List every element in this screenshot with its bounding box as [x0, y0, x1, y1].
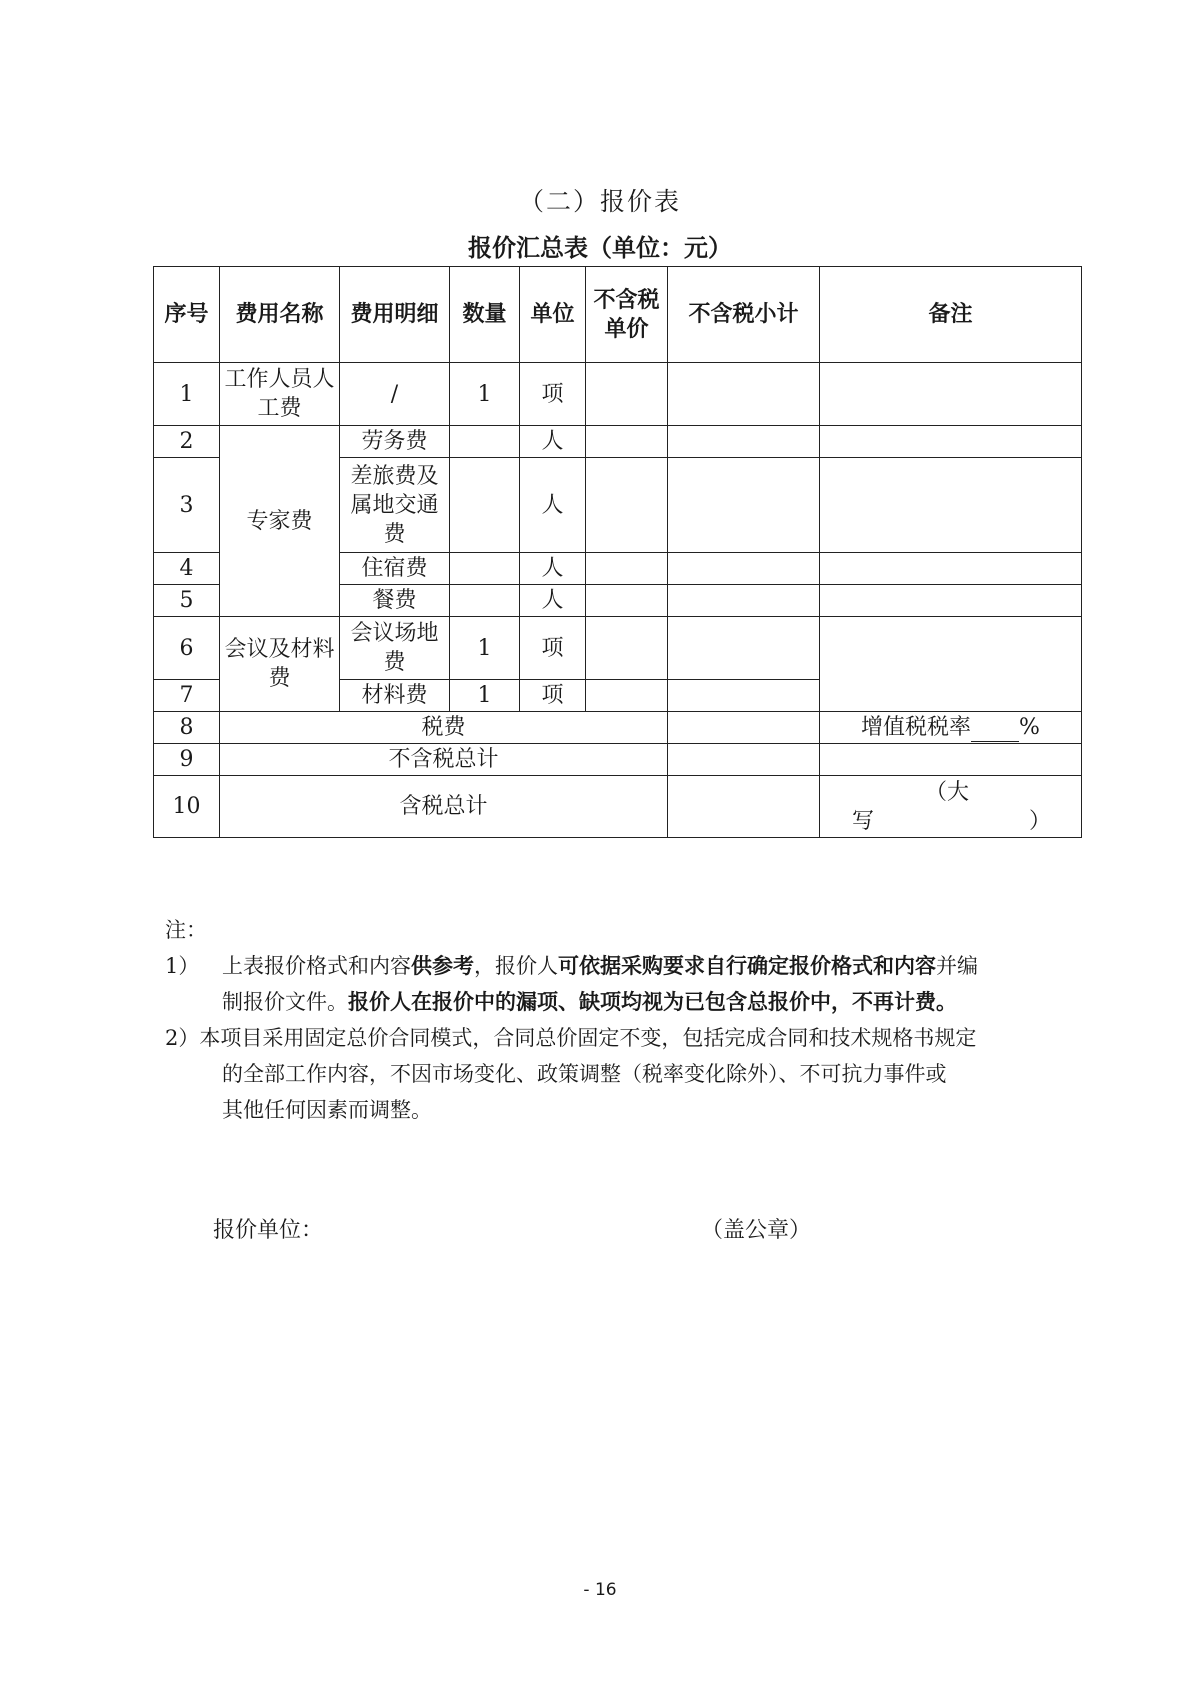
header-cell: 费用明细	[340, 267, 450, 363]
header-cell: 不含税单价	[586, 267, 668, 363]
quantity-cell[interactable]	[450, 458, 520, 553]
tax-rate-label: 增值税税率	[861, 715, 972, 740]
table-row	[154, 426, 1082, 458]
summary-row	[154, 744, 1082, 776]
fee-detail: 餐费	[340, 585, 450, 617]
summary-value-cell[interactable]	[668, 776, 820, 838]
remark-cell[interactable]	[820, 617, 1082, 712]
subtotal-cell[interactable]	[668, 553, 820, 585]
row-number: 8	[154, 712, 220, 744]
row-number: 2	[154, 426, 220, 458]
row-number: 6	[154, 617, 220, 680]
note-text: 上表报价格式和内容	[222, 954, 411, 978]
summary-label: 不含税总计	[220, 744, 668, 776]
table-row	[154, 363, 1082, 426]
row-number: 10	[154, 776, 220, 838]
unit-cell: 人	[520, 585, 586, 617]
row-number: 1	[154, 363, 220, 426]
note-2-line-2: 的全部工作内容，不因市场变化、政策调整（税率变化除外）、不可抗力事件或	[222, 1062, 947, 1086]
subtotal-cell[interactable]	[668, 363, 820, 426]
remark-cell[interactable]	[820, 553, 1082, 585]
amount-in-words-xie: 写	[852, 808, 875, 834]
table-row	[154, 617, 1082, 680]
fee-detail: 住宿费	[340, 553, 450, 585]
note-text-bold: 供参考	[411, 953, 474, 978]
unit-price-cell[interactable]	[586, 553, 668, 585]
remark-cell[interactable]	[820, 585, 1082, 617]
fee-detail: 差旅费及属地交通费	[340, 458, 450, 553]
subtotal-cell[interactable]	[668, 617, 820, 680]
note-text-bold: 报价人在报价中的漏项、缺项均视为已包含总报价中，不再计费。	[348, 989, 957, 1014]
note-text: ，报价人	[474, 954, 558, 978]
note-2-line-1: 2）本项目采用固定总价合同模式，合同总价固定不变，包括完成合同和技术规格书规定	[165, 1026, 977, 1050]
amount-in-words-cell[interactable]	[820, 776, 1082, 838]
subtotal-cell[interactable]	[668, 585, 820, 617]
note-text: 并编	[936, 954, 978, 978]
unit-cell: 项	[520, 680, 586, 712]
page-number: - 16	[583, 1580, 617, 1600]
table-title: 报价汇总表（单位：元）	[468, 233, 732, 262]
fee-detail: 劳务费	[340, 426, 450, 458]
unit-price-cell[interactable]	[586, 458, 668, 553]
header-cell: 费用名称	[220, 267, 340, 363]
note-2-line-3: 其他任何因素而调整。	[222, 1098, 432, 1122]
fee-name: 会议及材料费	[220, 617, 340, 712]
summary-row	[154, 776, 1082, 838]
amount-in-words-open: （大	[924, 779, 969, 805]
unit-cell: 项	[520, 617, 586, 680]
remark-cell[interactable]	[820, 363, 1082, 426]
header-cell: 备注	[820, 267, 1082, 363]
note-1-marker: 1）	[165, 954, 200, 978]
remark-cell[interactable]	[820, 426, 1082, 458]
remark-cell[interactable]	[820, 458, 1082, 553]
quantity-cell[interactable]	[450, 585, 520, 617]
note-text: 制报价文件。	[222, 990, 348, 1014]
note-text-bold: 可依据采购要求自行确定报价格式和内容	[558, 953, 936, 978]
tax-rate-cell	[820, 712, 1082, 744]
subtotal-cell[interactable]	[668, 426, 820, 458]
quantity-cell[interactable]	[450, 426, 520, 458]
summary-label: 税费	[220, 712, 668, 744]
notes-section	[165, 912, 1085, 1128]
header-cell: 单位	[520, 267, 586, 363]
unit-cell: 人	[520, 458, 586, 553]
amount-in-words-close: ）	[1028, 808, 1051, 834]
fee-name: 工作人员人工费	[220, 363, 340, 426]
summary-label: 含税总计	[220, 776, 668, 838]
seal-label: （盖公章）	[701, 1218, 812, 1243]
row-number: 5	[154, 585, 220, 617]
unit-price-cell[interactable]	[586, 617, 668, 680]
subtotal-cell[interactable]	[668, 458, 820, 553]
note-1-line-1	[165, 948, 1085, 984]
header-cell: 不含税小计	[668, 267, 820, 363]
header-cell: 序号	[154, 267, 220, 363]
summary-value-cell[interactable]	[668, 712, 820, 744]
unit-cell: 人	[520, 426, 586, 458]
fee-detail: 材料费	[340, 680, 450, 712]
percent-sign: %	[1019, 715, 1040, 740]
quantity-cell: 1	[450, 617, 520, 680]
unit-price-cell[interactable]	[586, 363, 668, 426]
quantity-cell[interactable]	[450, 553, 520, 585]
row-number: 3	[154, 458, 220, 553]
unit-price-cell[interactable]	[586, 426, 668, 458]
section-title: （二）报价表	[518, 187, 681, 216]
unit-cell: 人	[520, 553, 586, 585]
note-1-line-2	[165, 984, 1085, 1020]
summary-row	[154, 712, 1082, 744]
row-number: 4	[154, 553, 220, 585]
row-number: 7	[154, 680, 220, 712]
fee-detail: 会议场地费	[340, 617, 450, 680]
quantity-cell: 1	[450, 680, 520, 712]
summary-value-cell[interactable]	[668, 744, 820, 776]
header-row	[154, 267, 1082, 363]
header-cell: 数量	[450, 267, 520, 363]
row-number: 9	[154, 744, 220, 776]
unit-price-cell[interactable]	[586, 585, 668, 617]
tax-rate-blank[interactable]	[971, 719, 1019, 742]
quantity-cell: 1	[450, 363, 520, 426]
subtotal-cell[interactable]	[668, 680, 820, 712]
fee-name: 专家费	[220, 426, 340, 617]
unit-price-cell[interactable]	[586, 680, 668, 712]
notes-heading: 注：	[165, 918, 207, 942]
remark-cell[interactable]	[820, 744, 1082, 776]
quotation-table	[153, 266, 1082, 838]
signer-label: 报价单位：	[213, 1218, 324, 1243]
fee-detail: /	[340, 363, 450, 426]
unit-cell: 项	[520, 363, 586, 426]
